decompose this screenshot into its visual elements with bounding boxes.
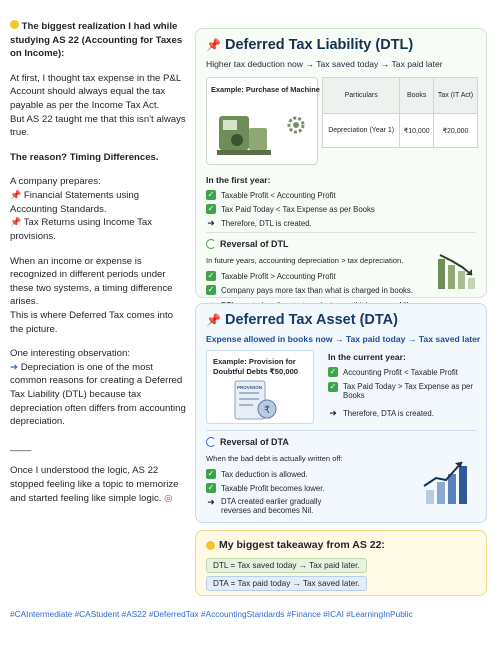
- lightbulb-icon: [10, 20, 19, 29]
- dtl-first-year-title: In the first year:: [206, 175, 271, 185]
- list-item: [328, 382, 478, 400]
- prepares-paragraph: [10, 175, 188, 243]
- pin-icon: 📌: [10, 217, 22, 228]
- table-row: [323, 114, 478, 148]
- hashtags[interactable]: #CAIntermediate #CAStudent #AS22 #DeferredTax #AccountingStandards #Finance #ICAI #LearningInPublic: [10, 609, 413, 619]
- list-item: [206, 497, 346, 515]
- reversal-intro-text: When the bad debt is actually written off:: [206, 454, 343, 463]
- pin-icon: 📌: [206, 313, 221, 327]
- dta-current-year-title: In the current year:: [328, 352, 406, 362]
- dta-card: [195, 303, 487, 523]
- list-item-text: Taxable Profit < Accounting Profit: [221, 190, 336, 200]
- list-item: [328, 408, 434, 419]
- declining-bar-chart-icon: [434, 251, 478, 291]
- reversal-intro: [206, 256, 403, 265]
- list-item-text: Tax deduction is allowed.: [221, 469, 308, 479]
- prepares-item-1: Financial Statements using Accounting Standards.: [10, 190, 140, 215]
- dtl-reversal-title-text: Reversal of DTL: [220, 239, 289, 249]
- target-icon: ◎: [164, 492, 173, 504]
- takeaway-dta: DTA = Tax paid today → Tax saved later.: [206, 576, 367, 591]
- table-cell: ₹20,000: [434, 114, 478, 148]
- rising-bar-chart-icon: [422, 456, 472, 506]
- list-item: [206, 204, 375, 214]
- list-item-text: Company pays more tax than what is charged in books.: [221, 285, 413, 295]
- observation-title: One interesting observation:: [10, 348, 130, 360]
- table-cell: ₹10,000: [400, 114, 434, 148]
- reversal-intro-text: In future years, accounting depreciation > tax depreciation.: [206, 256, 404, 265]
- check-icon: ✓: [329, 367, 337, 376]
- table-header-row: [323, 78, 478, 114]
- provision-doc-label: PROVISION: [237, 385, 263, 390]
- list-item: [206, 483, 325, 493]
- table-header: Particulars: [323, 78, 400, 114]
- paragraph-2: [10, 255, 188, 337]
- reason-text: The reason? Timing Differences.: [10, 151, 159, 163]
- observation-paragraph: [10, 347, 188, 429]
- intro-paragraph: [10, 20, 188, 61]
- list-item-text: Accounting Profit < Taxable Profit: [343, 367, 458, 377]
- check-icon: ✓: [207, 204, 215, 213]
- table-header: Tax (IT Act): [434, 78, 478, 114]
- list-item-text: Therefore, DTA is created.: [343, 409, 434, 418]
- list-item-text: Tax Paid Today > Tax Expense as per Books: [343, 382, 473, 400]
- final-paragraph: [10, 464, 188, 505]
- dta-example-label: Example: Provision for Doubtful Debts ₹50,000: [213, 357, 299, 376]
- dtl-example-label: Example: Purchase of Machine: [211, 85, 320, 94]
- takeaway-title-text: My biggest takeaway from AS 22:: [219, 539, 385, 551]
- lightbulb-icon: [206, 541, 215, 550]
- svg-text:₹: ₹: [263, 405, 271, 416]
- p1-text: At first, I thought tax expense in the P&L Account should always equal the tax payable as per the Income Tax Act.: [10, 72, 181, 112]
- table-header: Books: [400, 78, 434, 114]
- reversal-intro: [206, 454, 343, 463]
- p2-text: When an income or expense is recognized in different periods under these two systems, a timing difference arises.: [10, 255, 173, 308]
- takeaway-dtl: DTL = Tax saved today → Tax paid later.: [206, 558, 367, 573]
- observation-detail: Depreciation is one of the most common reasons for creating a Deferred Tax Liability (DTL) because tax depreciation often differs from accounting depreciation.: [10, 361, 186, 428]
- dta-title: [206, 312, 398, 328]
- table-cell: Depreciation (Year 1): [323, 114, 400, 148]
- list-item-text: Taxable Profit becomes lower.: [221, 483, 325, 493]
- list-item: [206, 190, 336, 200]
- dtl-title: [206, 37, 413, 53]
- dtl-example-box: [206, 77, 318, 165]
- pin-icon: 📌: [10, 190, 22, 201]
- list-item: [206, 271, 336, 281]
- dtl-reversal-title: [206, 239, 289, 249]
- takeaway-title: [206, 539, 385, 551]
- dtl-title-text: Deferred Tax Liability (DTL): [224, 37, 414, 53]
- prepares-item-2: Tax Returns using Income Tax provisions.: [10, 217, 153, 242]
- dta-reversal-title: [206, 437, 289, 447]
- intro-text: The biggest realization I had while studying AS 22 (Accounting for Taxes on Income):: [10, 21, 183, 60]
- list-item-text: Tax Paid Today < Tax Expense as per Books: [221, 204, 375, 214]
- divider: [206, 430, 476, 431]
- separator: ____: [10, 440, 32, 452]
- list-item: [206, 218, 312, 229]
- list-item-text: Therefore, DTL is created.: [221, 219, 312, 228]
- dta-title-text: Deferred Tax Asset (DTA): [224, 312, 398, 328]
- final-text: Once I understood the logic, AS 22 stopped feeling like a topic to memorize and started feeling like simple logic.: [10, 465, 179, 504]
- pin-icon: 📌: [206, 38, 221, 52]
- takeaway-card: [195, 530, 487, 596]
- check-icon: ✓: [207, 190, 215, 199]
- list-item-text: DTA created earlier gradually reverses and becomes Nil.: [221, 497, 322, 515]
- divider: [206, 232, 476, 233]
- machine-icon: [215, 104, 275, 160]
- arrow-right-icon: ➜: [207, 497, 215, 507]
- dta-example-box: [206, 350, 314, 424]
- check-icon: ✓: [329, 382, 337, 391]
- arrow-right-icon: ➜: [10, 361, 19, 373]
- arrow-right-icon: ➜: [329, 408, 337, 418]
- gear-icon: [285, 114, 307, 136]
- dta-subtitle: Expense allowed in books now → Tax paid today → Tax saved later: [206, 334, 481, 344]
- p2b-text: This is where Deferred Tax comes into the picture.: [10, 309, 173, 335]
- list-item: [206, 285, 413, 295]
- dtl-subtitle: Higher tax deduction now → Tax saved today → Tax paid later: [206, 59, 443, 69]
- refresh-icon: [206, 437, 216, 447]
- check-icon: ✓: [207, 469, 215, 478]
- check-icon: ✓: [207, 271, 215, 280]
- list-item: [328, 367, 458, 377]
- prepares-text: A company prepares:: [10, 176, 101, 188]
- check-icon: ✓: [207, 285, 215, 294]
- dta-reversal-title-text: Reversal of DTA: [220, 437, 289, 447]
- list-item: [206, 469, 308, 479]
- paragraph-1: [10, 72, 188, 140]
- depreciation-table: [322, 77, 478, 148]
- post-text: [10, 20, 188, 516]
- check-icon: ✓: [207, 483, 215, 492]
- refresh-icon: [206, 239, 216, 249]
- list-item-text: Taxable Profit > Accounting Profit: [221, 271, 336, 281]
- dtl-card: [195, 28, 487, 298]
- arrow-right-icon: ➜: [207, 218, 215, 228]
- p1b-text: But AS 22 taught me that this isn't always true.: [10, 113, 186, 139]
